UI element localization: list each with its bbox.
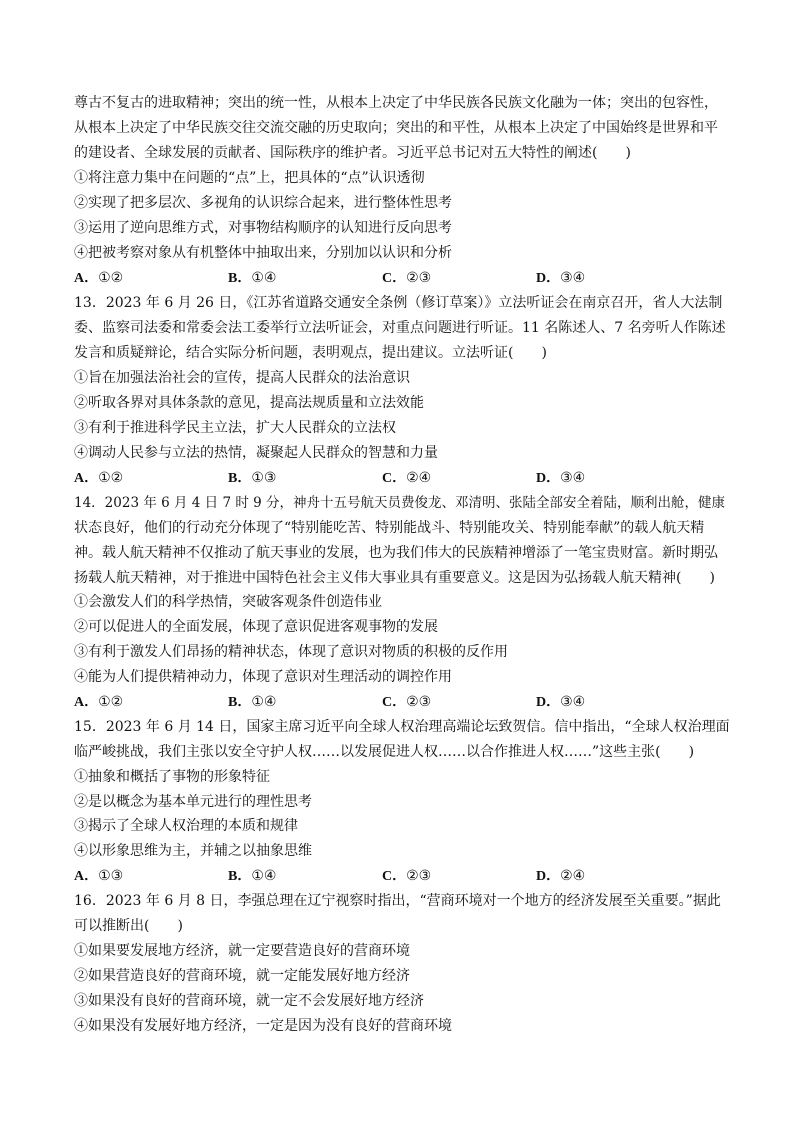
- q13-stem-line: 委、监察司法委和常委会法工委举行立法听证会，对重点问题进行听证。11 名陈述人、7 名旁听人作陈述: [74, 320, 726, 336]
- q14-stem-line: 神。载人航天精神不仅推动了航天事业的发展，也为我们伟大的民族精神增添了一笔宝贵财富。新时期弘: [74, 545, 718, 561]
- q14-stem-line: 扬载人航天精神，对于推进中国特色社会主义伟大事业具有重要意义。这是因为弘扬载人航天精神( ): [74, 570, 715, 586]
- choice-d[interactable]: D．③④: [536, 270, 586, 286]
- q15-option: ④以形象思维为主，并辅之以抽象思维: [74, 843, 312, 859]
- q14-option: ①会激发人们的科学热情，突破客观条件创造伟业: [74, 594, 382, 610]
- q12-stem-line: 的建设者、全球发展的贡献者、国际秩序的维护者。习近平总书记对五大特性的阐述( ): [74, 145, 631, 161]
- q14-option: ②可以促进人的全面发展，体现了意识促进客观事物的发展: [74, 619, 438, 635]
- choice-c[interactable]: C．②③: [382, 694, 432, 710]
- q12-stem-line: 从根本上决定了中华民族交往交流交融的历史取向；突出的和平性，从根本上决定了中国始终是世界和平: [74, 120, 718, 136]
- q16-stem-line: 可以推断出( ): [74, 918, 183, 934]
- q13-stem-line: 发言和质疑辩论，结合实际分析问题，表明观点，提出建议。立法听证( ): [74, 345, 547, 361]
- q14-stem-line: 状态良好，他们的行动充分体现了“特别能吃苦、特别能战斗、特别能攻关、特别能奉献”的载人航天精: [74, 520, 705, 536]
- q15-option: ②是以概念为基本单元进行的理性思考: [74, 794, 312, 810]
- q16-option: ②如果营造良好的营商环境，就一定能发展好地方经济: [74, 968, 410, 984]
- q14-option: ③有利于激发人们昂扬的精神状态，体现了意识对物质的积极的反作用: [74, 644, 508, 660]
- choice-b[interactable]: B．①④: [228, 868, 277, 884]
- q12-option: ②实现了把多层次、多视角的认识综合起来，进行整体性思考: [74, 195, 452, 211]
- choice-b[interactable]: B．①④: [228, 694, 277, 710]
- choice-d[interactable]: D．③④: [536, 694, 586, 710]
- q13-option: ③有利于推进科学民主立法，扩大人民群众的立法权: [74, 420, 396, 436]
- q15-stem-line: 15．2023 年 6 月 14 日，国家主席习近平向全球人权治理高端论坛致贺信。信中指出，“全球人权治理面: [74, 719, 730, 735]
- q15-answer-choices: [74, 866, 734, 886]
- q13-answer-choices: [74, 468, 734, 488]
- q15-option: ③揭示了全球人权治理的本质和规律: [74, 818, 298, 834]
- q16-option: ③如果没有良好的营商环境，就一定不会发展好地方经济: [74, 993, 424, 1009]
- q14-stem-line: 14．2023 年 6 月 4 日 7 时 9 分，神舟十五号航天员费俊龙、邓清明、张陆全部安全着陆，顺利出舱，健康: [74, 495, 726, 511]
- choice-a[interactable]: A．①②: [74, 694, 124, 710]
- q16-option: ④如果没有发展好地方经济，一定是因为没有良好的营商环境: [74, 1018, 452, 1034]
- q13-option: ①旨在加强法治社会的宣传，提高人民群众的法治意识: [74, 370, 410, 386]
- q13-stem-line: 13．2023 年 6 月 26 日，《江苏省道路交通安全条例（修订草案）》立法听证会在南京召开，省人大法制: [74, 295, 723, 311]
- q13-option: ②听取各界对具体条款的意见，提高法规质量和立法效能: [74, 395, 424, 411]
- q13-option: ④调动人民参与立法的热情，凝聚起人民群众的智慧和力量: [74, 445, 438, 461]
- choice-d[interactable]: D．③④: [536, 470, 586, 486]
- q12-answer-choices: [74, 268, 734, 288]
- q16-option: ①如果要发展地方经济，就一定要营造良好的营商环境: [74, 943, 410, 959]
- choice-c[interactable]: C．②③: [382, 270, 432, 286]
- choice-b[interactable]: B．①③: [228, 470, 277, 486]
- q15-option: ①抽象和概括了事物的形象特征: [74, 769, 270, 785]
- q12-stem-line: 尊古不复古的进取精神；突出的统一性，从根本上决定了中华民族各民族文化融为一体；突出的包容性，: [74, 95, 718, 111]
- q14-option: ④能为人们提供精神动力，体现了意识对生理活动的调控作用: [74, 669, 452, 685]
- choice-a[interactable]: A．①③: [74, 868, 124, 884]
- q12-option: ①将注意力集中在问题的“点”上，把具体的“点”认识透彻: [74, 170, 425, 186]
- q15-stem-line: 临严峻挑战，我们主张以安全守护人权……以发展促进人权……以合作推进人权……”这些主张( ): [74, 744, 695, 760]
- q14-answer-choices: [74, 692, 734, 712]
- choice-b[interactable]: B．①④: [228, 270, 277, 286]
- q12-option: ④把被考察对象从有机整体中抽取出来，分别加以认识和分析: [74, 245, 452, 261]
- q12-option: ③运用了逆向思维方式，对事物结构顺序的认知进行反向思考: [74, 220, 452, 236]
- choice-c[interactable]: C．②③: [382, 868, 432, 884]
- choice-a[interactable]: A．①②: [74, 470, 124, 486]
- choice-d[interactable]: D．②④: [536, 868, 586, 884]
- choice-a[interactable]: A．①②: [74, 270, 124, 286]
- q16-stem-line: 16．2023 年 6 月 8 日，李强总理在辽宁视察时指出，“营商环境对一个地方的经济发展至关重要。”据此: [74, 893, 721, 909]
- choice-c[interactable]: C．②④: [382, 470, 432, 486]
